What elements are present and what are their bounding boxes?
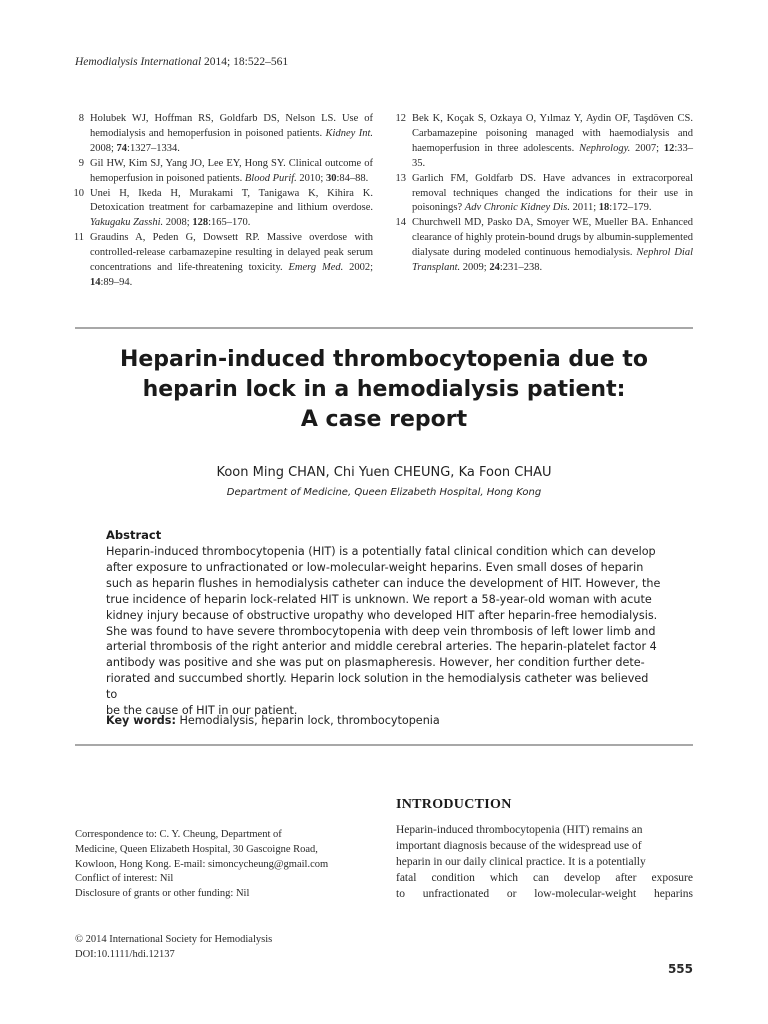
abstract-line: after exposure to unfractionated or low-molecular-weight heparins. Even small doses of heparin bbox=[106, 560, 644, 574]
funding-disclosure: Disclosure of grants or other funding: Nil bbox=[75, 888, 250, 900]
top-divider bbox=[75, 327, 693, 329]
correspondence-line: Kowloon, Hong Kong. E-mail: simoncycheung@gmail.com bbox=[75, 858, 329, 870]
bottom-divider bbox=[75, 744, 693, 746]
introduction-line: to unfractionated or low-molecular-weight heparins bbox=[396, 888, 693, 900]
abstract-line: true incidence of heparin lock-related HIT is unknown. We report a 58-year-old woman with acute bbox=[106, 592, 652, 606]
title-line: Heparin-induced thrombocytopenia due to bbox=[119, 347, 649, 372]
abstract-line: arterial thrombosis of the right anterior and middle cerebral arteries. The heparin-platelet factor 4 bbox=[106, 640, 657, 654]
journal-pages: :522–561 bbox=[244, 56, 289, 68]
introduction-heading: INTRODUCTION bbox=[396, 797, 512, 812]
reference-list-left bbox=[66, 112, 373, 291]
abstract-line: She was found to have severe thrombocytopenia with deep vein thrombosis of left lower limb and bbox=[106, 624, 656, 638]
correspondence-line: Medicine, Queen Elizabeth Hospital, 30 Gascoigne Road, bbox=[75, 843, 318, 855]
footer bbox=[75, 933, 272, 963]
abstract-line: riorated and succumbed shortly. Heparin lock solution in the hemodialysis catheter was believed to bbox=[106, 672, 649, 702]
keywords-list: Hemodialysis, heparin lock, thrombocytopenia bbox=[175, 714, 440, 727]
introduction-body bbox=[396, 822, 693, 902]
reference-item bbox=[388, 112, 693, 172]
correspondence-line: Correspondence to: C. Y. Cheung, Department of bbox=[75, 829, 282, 840]
journal-header bbox=[75, 56, 288, 68]
reference-item bbox=[66, 157, 373, 187]
journal-year: 2014; bbox=[201, 56, 234, 68]
reference-number: 10 bbox=[73, 187, 84, 199]
journal-name: Hemodialysis International bbox=[75, 56, 202, 68]
abstract-line: be the cause of HIT in our patient. bbox=[106, 704, 298, 718]
reference-text: Churchwell MD, Pasko DA, Smoyer WE, Mueller BA. Enhanced clearance of highly protein-bound drugs by albumin-supplemented dialysate during modeled continuous hemodialysis. Nephrol Dial Transplant. 2009; 24:231–238. bbox=[412, 217, 693, 274]
reference-text: Graudins A, Peden G, Dowsett RP. Massive overdose with controlled-release carbamazepine resulting in delayed peak serum concentrations and life-threatening toxicity. Emerg Med. 2002; 14:89–94. bbox=[90, 232, 373, 288]
reference-item bbox=[66, 231, 373, 291]
introduction-line: heparin in our daily clinical practice. It is a potentially bbox=[396, 856, 646, 868]
reference-text: Holubek WJ, Hoffman RS, Goldfarb DS, Nelson LS. Use of hemodialysis and hemoperfusion in poisoned patients. Kidney Int. 2008; 74:1327–1334. bbox=[90, 113, 374, 154]
doi: DOI:10.1111/hdi.12137 bbox=[75, 948, 175, 960]
abstract-line: kidney injury because of obstructive uropathy who developed HIT after heparin-free hemodialysis. bbox=[106, 608, 658, 622]
abstract-heading: Abstract bbox=[106, 528, 162, 542]
keywords-label: Key words: bbox=[106, 714, 176, 727]
reference-number: 13 bbox=[395, 172, 406, 184]
reference-number: 8 bbox=[78, 113, 84, 124]
abstract-line: Heparin-induced thrombocytopenia (HIT) is a potentially fatal clinical condition which can develop bbox=[106, 545, 656, 558]
reference-item bbox=[388, 172, 693, 217]
reference-text: Unei H, Ikeda H, Murakami T, Tanigawa K, Kihira K. Detoxication treatment for carbamazepine and lithium overdose. Yakugaku Zasshi. 2008; 128:165–170. bbox=[90, 187, 373, 229]
keywords bbox=[106, 714, 440, 727]
journal-volume: 18 bbox=[233, 56, 245, 68]
reference-item bbox=[66, 187, 373, 232]
title-line: heparin lock in a hemodialysis patient: bbox=[142, 377, 626, 402]
reference-number: 12 bbox=[395, 113, 406, 124]
reference-text: Gil HW, Kim SJ, Yang JO, Lee EY, Hong SY. Clinical outcome of hemoperfusion in poisoned patients. Blood Purif. 2010; 30:84–88. bbox=[90, 157, 373, 184]
conflict-of-interest: Conflict of interest: Nil bbox=[75, 873, 174, 885]
reference-number: 9 bbox=[78, 157, 84, 169]
title-line: A case report bbox=[300, 407, 468, 432]
reference-number: 14 bbox=[395, 217, 406, 229]
reference-number: 11 bbox=[73, 232, 84, 244]
reference-item bbox=[388, 216, 693, 276]
abstract-body bbox=[106, 544, 662, 719]
correspondence bbox=[75, 828, 375, 902]
copyright: © 2014 International Society for Hemodialysis bbox=[75, 934, 273, 945]
affiliation: Department of Medicine, Queen Elizabeth Hospital, Hong Kong bbox=[226, 487, 542, 498]
reference-text: Bek K, Koçak S, Ozkaya O, Yılmaz Y, Aydin OF, Taşdöven CS. Carbamazepine poisoning managed with haemodialysis and haemoperfusion in three adolescents. Nephrology. 2007; 12:33–35. bbox=[412, 113, 694, 169]
introduction-line: Heparin-induced thrombocytopenia (HIT) remains an bbox=[396, 824, 643, 836]
introduction-line: fatal condition which can develop after exposure bbox=[396, 872, 693, 884]
reference-text: Garlich FM, Goldfarb DS. Have advances in extracorporeal removal techniques changed the indications for their use in poisonings? Adv Chronic Kidney Dis. 2011; 18:172–179. bbox=[412, 172, 693, 214]
introduction-line: important diagnosis because of the widespread use of bbox=[396, 840, 642, 852]
abstract-line: such as heparin flushes in hemodialysis catheter can induce the development of HIT. However, the bbox=[106, 576, 661, 590]
reference-list-right bbox=[388, 112, 693, 276]
article-title bbox=[75, 345, 693, 435]
reference-item bbox=[66, 112, 373, 157]
page-number: 555 bbox=[667, 962, 693, 976]
authors: Koon Ming CHAN, Chi Yuen CHEUNG, Ka Foon CHAU bbox=[216, 465, 552, 480]
abstract-line: antibody was positive and she was put on plasmapheresis. However, her condition further dete- bbox=[106, 656, 645, 670]
